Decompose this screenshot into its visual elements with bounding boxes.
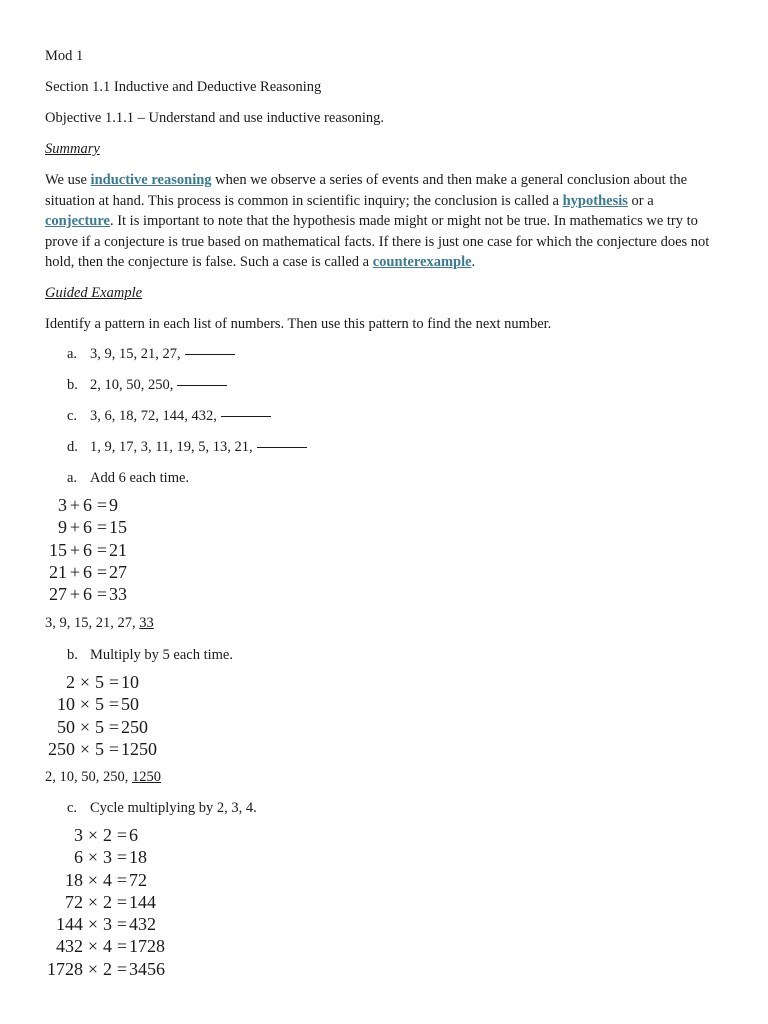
problem-text: 1, 9, 17, 3, 11, 19, 5, 13, 21, — [90, 439, 253, 455]
equation-row — [45, 824, 165, 846]
operand-b: 3 — [103, 914, 112, 935]
equals-sign: = — [116, 869, 128, 890]
solution-a-answer — [45, 614, 154, 632]
result: 6 — [129, 825, 138, 845]
operand-a: 144 — [56, 914, 83, 935]
operand-a: 10 — [57, 694, 75, 715]
list-marker: b. — [67, 377, 78, 393]
equation-row — [45, 671, 157, 693]
answer-blank — [221, 416, 271, 417]
equation-row — [45, 891, 165, 913]
equals-sign: = — [96, 517, 108, 538]
operand-a: 1728 — [47, 958, 83, 979]
equation-row — [45, 693, 157, 715]
operand-a: 72 — [65, 891, 83, 912]
operand-b: 2 — [103, 891, 112, 912]
equals-sign: = — [116, 936, 128, 957]
equation-row — [45, 869, 165, 891]
term-counterexample-link[interactable]: counterexample — [372, 254, 472, 270]
operator: × — [87, 914, 99, 935]
operand-a: 2 — [66, 672, 75, 692]
operator: + — [69, 561, 81, 582]
operand-b: 6 — [83, 517, 92, 538]
equals-sign: = — [108, 738, 120, 759]
solution-a-equations — [45, 494, 127, 605]
answer-sequence: 3, 9, 15, 21, 27, — [45, 615, 140, 631]
equals-sign: = — [116, 847, 128, 868]
equation-row — [45, 738, 157, 760]
guided-instruction: Identify a pattern in each list of numbers. Then use this pattern to find the next number. — [45, 316, 552, 332]
mod-title: Mod 1 — [45, 48, 84, 64]
equals-sign: = — [116, 891, 128, 912]
answer-blank — [185, 354, 235, 355]
operand-a: 15 — [49, 539, 67, 560]
result: 3456 — [129, 958, 165, 979]
solution-c-equations — [45, 824, 165, 980]
result: 1728 — [129, 936, 165, 957]
result: 33 — [109, 584, 127, 605]
operator: × — [87, 847, 99, 868]
solution-a-label — [67, 469, 189, 487]
operand-b: 6 — [83, 584, 92, 605]
equation-row — [45, 846, 165, 868]
problem-text: 3, 9, 15, 21, 27, — [90, 346, 181, 362]
equals-sign: = — [116, 914, 128, 935]
equals-sign: = — [96, 495, 108, 515]
operand-a: 250 — [48, 738, 75, 759]
list-marker: a. — [67, 470, 78, 486]
answer-blank — [177, 385, 227, 386]
answer-blank — [257, 447, 307, 448]
problem-d — [67, 438, 307, 456]
equation-row — [45, 494, 127, 516]
operand-a: 50 — [57, 716, 75, 737]
summary-text-2: when we observe a series of events and then make a general conclusion about the situation at hand. This process is common in scientific inquiry; the conclusion is called a — [45, 172, 688, 209]
equals-sign: = — [108, 716, 120, 737]
result: 1250 — [121, 738, 157, 759]
operand-a: 3 — [74, 825, 83, 845]
result: 9 — [109, 495, 118, 515]
solution-b-equations — [45, 671, 157, 760]
answer-value: 33 — [139, 615, 154, 631]
operand-a: 432 — [56, 936, 83, 957]
equation-row — [45, 539, 127, 561]
operator: × — [87, 891, 99, 912]
problem-a — [67, 345, 235, 363]
operand-a: 3 — [58, 495, 67, 515]
operator: + — [69, 517, 81, 538]
operator: × — [87, 825, 99, 845]
equals-sign: = — [116, 958, 128, 979]
solution-text: Add 6 each time. — [90, 470, 190, 486]
section-title: Section 1.1 Inductive and Deductive Reasoning — [45, 79, 322, 95]
term-hypothesis-link[interactable]: hypothesis — [562, 192, 628, 209]
equals-sign: = — [108, 694, 120, 715]
result: 50 — [121, 694, 139, 715]
operator: + — [69, 495, 81, 515]
solution-text: Cycle multiplying by 2, 3, 4. — [90, 800, 257, 816]
operand-b: 3 — [103, 847, 112, 868]
list-marker: c. — [67, 800, 78, 816]
answer-sequence: 2, 10, 50, 250, — [45, 769, 132, 785]
operand-b: 5 — [95, 672, 104, 692]
result: 250 — [121, 716, 148, 737]
operand-b: 5 — [95, 738, 104, 759]
solution-b-answer — [45, 768, 161, 786]
operator: × — [79, 672, 91, 692]
guided-example-heading: Guided Example — [45, 285, 143, 301]
summary-heading: Summary — [45, 141, 100, 157]
operator: + — [69, 584, 81, 605]
operator: × — [79, 716, 91, 737]
problem-text: 2, 10, 50, 250, — [90, 377, 174, 393]
equals-sign: = — [116, 825, 128, 845]
operand-b: 6 — [83, 561, 92, 582]
result: 10 — [121, 672, 139, 692]
operator: × — [87, 958, 99, 979]
operand-b: 4 — [103, 869, 112, 890]
equals-sign: = — [96, 584, 108, 605]
solution-text: Multiply by 5 each time. — [90, 647, 233, 663]
result: 18 — [129, 847, 147, 868]
problem-b — [67, 376, 227, 394]
result: 144 — [129, 891, 156, 912]
list-marker: c. — [67, 408, 78, 424]
equation-row — [45, 516, 127, 538]
term-conjecture-link[interactable]: conjecture — [45, 213, 110, 229]
problem-text: 3, 6, 18, 72, 144, 432, — [90, 408, 217, 424]
result: 15 — [109, 517, 127, 538]
summary-paragraph — [45, 170, 725, 273]
operand-b: 2 — [103, 958, 112, 979]
equation-row — [45, 583, 127, 605]
summary-text-1: We use — [45, 172, 91, 188]
summary-text-3: or a — [627, 192, 654, 209]
result: 27 — [109, 561, 127, 582]
solution-c-label — [67, 799, 257, 817]
operand-b: 2 — [103, 825, 112, 845]
list-marker: b. — [67, 647, 78, 663]
equation-row — [45, 561, 127, 583]
list-marker: a. — [67, 346, 78, 362]
list-marker: d. — [67, 439, 78, 455]
operand-a: 18 — [65, 869, 83, 890]
equals-sign: = — [96, 539, 108, 560]
result: 432 — [129, 914, 156, 935]
term-inductive-reasoning-link[interactable]: inductive reasoning — [90, 172, 212, 188]
operand-a: 27 — [49, 584, 67, 605]
problem-c — [67, 407, 271, 425]
equation-row — [45, 935, 165, 957]
answer-value: 1250 — [132, 769, 161, 785]
operator: × — [87, 936, 99, 957]
equals-sign: = — [96, 561, 108, 582]
summary-text-4: . It is important to note that the hypothesis made might or might not be true. In mathematics we try to prove if a conjecture is true based on mathematical facts. If there is just one case for which the conjecture does not hold, then the conjecture is false. Such a case is called a — [45, 213, 710, 270]
operand-a: 6 — [74, 847, 83, 868]
operand-b: 6 — [83, 495, 92, 515]
objective-title: Objective 1.1.1 – Understand and use inductive reasoning. — [45, 110, 385, 126]
equation-row — [45, 958, 165, 980]
operand-a: 9 — [58, 517, 67, 538]
result: 21 — [109, 539, 127, 560]
equation-row — [45, 913, 165, 935]
operator: × — [87, 869, 99, 890]
operand-b: 6 — [83, 539, 92, 560]
operator: × — [79, 694, 91, 715]
operand-b: 5 — [95, 694, 104, 715]
equation-row — [45, 716, 157, 738]
operator: + — [69, 539, 81, 560]
solution-b-label — [67, 646, 233, 664]
operator: × — [79, 738, 91, 759]
operand-b: 4 — [103, 936, 112, 957]
operand-b: 5 — [95, 716, 104, 737]
equals-sign: = — [108, 672, 120, 692]
operand-a: 21 — [49, 561, 67, 582]
summary-text-5: . — [471, 254, 476, 270]
result: 72 — [129, 869, 147, 890]
